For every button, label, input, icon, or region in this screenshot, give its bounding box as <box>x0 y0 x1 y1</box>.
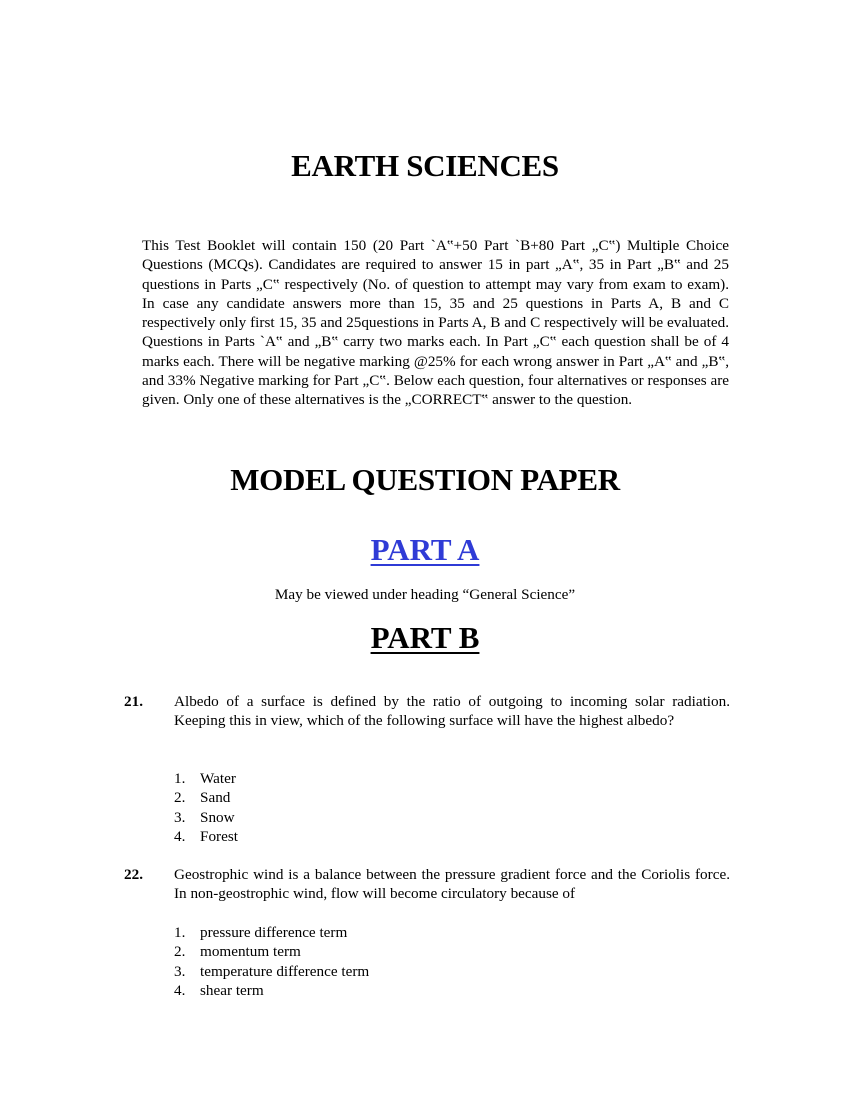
option-text: shear term <box>200 981 264 999</box>
option-number: 2. <box>174 789 186 807</box>
option-item <box>174 827 238 846</box>
option-item <box>174 788 238 807</box>
option-text: Forest <box>200 827 238 845</box>
part-a-link[interactable]: PART A <box>370 532 480 567</box>
option-item <box>174 942 369 961</box>
option-number: 1. <box>174 924 186 941</box>
model-question-paper-title: MODEL QUESTION PAPER <box>230 462 620 497</box>
option-number: 4. <box>174 827 186 845</box>
option-text: Snow <box>200 808 235 826</box>
part-a-note: May be viewed under heading “General Science” <box>274 586 576 603</box>
option-number: 2. <box>174 943 186 961</box>
options-list <box>174 769 238 846</box>
option-number: 3. <box>174 808 186 826</box>
options-list <box>174 923 369 1000</box>
question-text: Geostrophic wind is a balance between the pressure gradient force and the Coriolis force. In non-geostrophic wind, flow will become circulatory because of <box>174 866 730 903</box>
option-text: Water <box>200 770 236 787</box>
option-item <box>174 769 238 788</box>
option-number: 4. <box>174 981 186 999</box>
question-text: Albedo of a surface is defined by the ratio of outgoing to incoming solar radiation. Keeping this in view, which of the following surface will have the highest albedo? <box>174 693 730 730</box>
part-a-heading <box>0 532 850 568</box>
option-item <box>174 962 369 981</box>
option-text: pressure difference term <box>200 924 348 941</box>
option-text: Sand <box>200 789 231 807</box>
option-number: 1. <box>174 770 186 787</box>
option-text: momentum term <box>200 943 301 961</box>
part-b-heading-text: PART B <box>370 620 480 655</box>
option-number: 3. <box>174 962 186 980</box>
question-number: 22. <box>124 866 143 883</box>
option-item <box>174 981 369 1000</box>
document-title: EARTH SCIENCES <box>291 148 559 183</box>
option-item <box>174 808 238 827</box>
question-number: 21. <box>124 693 143 710</box>
option-text: temperature difference term <box>200 962 370 980</box>
instructions-paragraph: This Test Booklet will contain 150 (20 Part `A‟+50 Part `B+80 Part „C‟) Multiple Choice Questions (MCQs). Candidates are required to answer 15 in part „A‟, 35 in Part „B‟ and 25 questions in Parts „C‟ respectively (No. of question to attempt may vary from exam to exam). In case any candidate answers more than 15, 35 and 25 questions in Parts A, B and C respectively only first 15, 35 and 25questions in Parts A, B and C respectively will be evaluated. Questions in Parts `A‟ and „B‟ carry two marks each. In Part „C‟ each question shall be of 4 marks each. There will be negative marking @25% for each wrong answer in Part „A‟ and „B‟, and 33% Negative marking for Part „C‟. Below each question, four alternatives or responses are given. Only one of these alternatives is the „CORRECT‟ answer to the question. <box>142 237 729 409</box>
part-b-heading <box>0 620 850 656</box>
option-item <box>174 923 369 942</box>
